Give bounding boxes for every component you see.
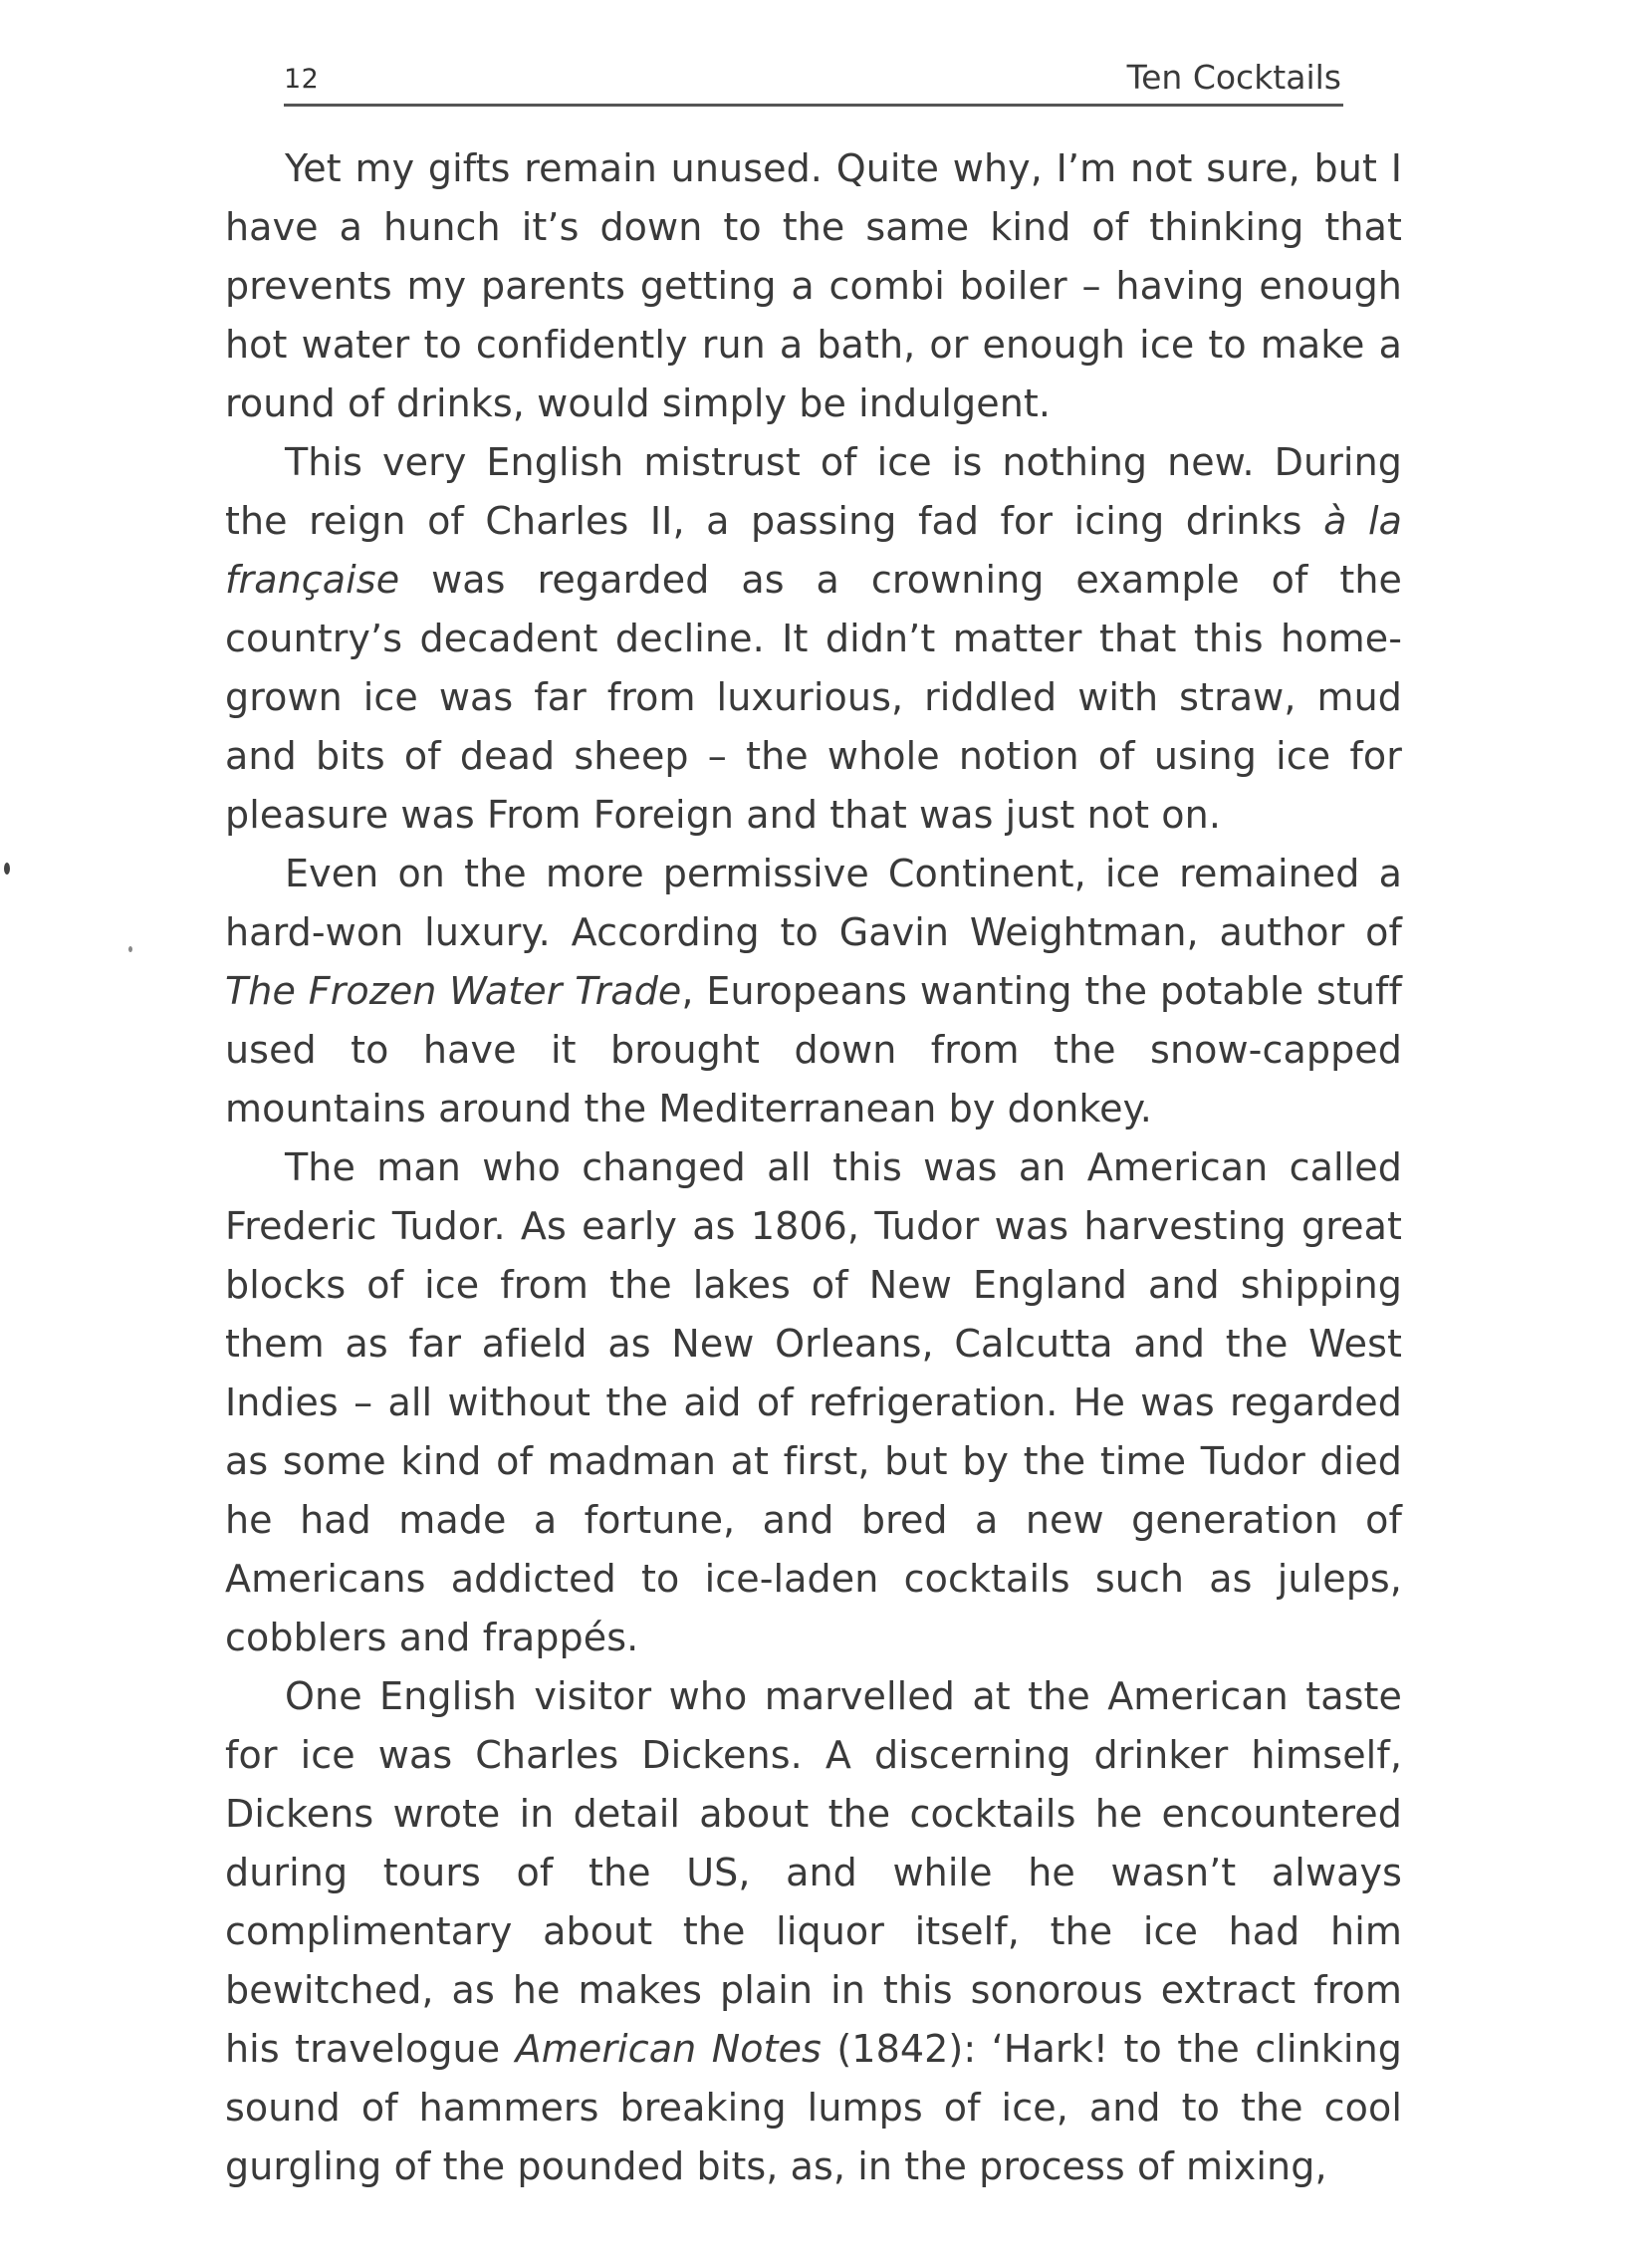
paragraph-3 <box>225 845 1402 1138</box>
paragraph-1 <box>225 139 1402 433</box>
text-run: Even on the more permissive Continent, ice remained a hard-won luxury. According to Gavin Weightman, author of <box>225 852 1402 954</box>
text-run: , Europeans wanting the potable stuff used to have it brought down from the snow-capped mountains around the Mediterranean by donkey. <box>225 969 1402 1130</box>
paragraph-4 <box>225 1138 1402 1667</box>
text-run: Yet my gifts remain unused. Quite why, I’m not sure, but I have a hunch it’s down to the same kind of thinking that prevents my parents getting a combi boiler – having enough hot water to confidently run a bath, or enough ice to make a round of drinks, would simply be indulgent. <box>225 146 1402 425</box>
italic-title: à la française <box>225 499 1402 602</box>
text-run: The man who changed all this was an American called Frederic Tudor. As early as 1806, Tudor was harvesting great blocks of ice from the lakes of New England and shipping them as far afield as New Orleans, Calcutta and the West Indies – all without the aid of refrigeration. He was regarded as some kind of madman at first, but by the time Tudor died he had made a fortune, and bred a new generation of Americans addicted to ice-laden cocktails such as juleps, cobblers and frappés. <box>225 1145 1402 1659</box>
paragraph-2 <box>225 433 1402 845</box>
paragraph-5 <box>225 1667 1402 2196</box>
italic-title: The Frozen Water Trade <box>225 969 682 1013</box>
scan-speck <box>4 863 10 875</box>
italic-title: American Notes <box>515 2027 822 2071</box>
header-rule <box>284 104 1343 107</box>
text-run: was regarded as a crowning example of the country’s decadent decline. It didn’t matter that this home-grown ice was far from luxurious, riddled with straw, mud and bits of dead sheep – the whole notion of using ice for pleasure was From Foreign and that was just not on. <box>225 558 1402 837</box>
text-run: One English visitor who marvelled at the American taste for ice was Charles Dickens. A discerning drinker himself, Dickens wrote in detail about the cocktails he encountered during tours of the US, and while he wasn’t always complimentary about the liquor itself, the ice had him bewitched, as he makes plain in this sonorous extract from his travelogue <box>225 1674 1402 2071</box>
text-run: This very English mistrust of ice is nothing new. During the reign of Charles II, a passing fad for icing drinks <box>225 440 1402 543</box>
page-number: 12 <box>284 64 320 95</box>
body-text <box>225 139 1402 2196</box>
running-title: Ten Cocktails <box>1126 58 1341 97</box>
scan-speck <box>128 946 132 952</box>
text-run: (1842): ‘Hark! to the clinking sound of hammers breaking lumps of ice, and to the cool gurgling of the pounded bits, as, in the process of mixing, <box>225 2027 1402 2188</box>
